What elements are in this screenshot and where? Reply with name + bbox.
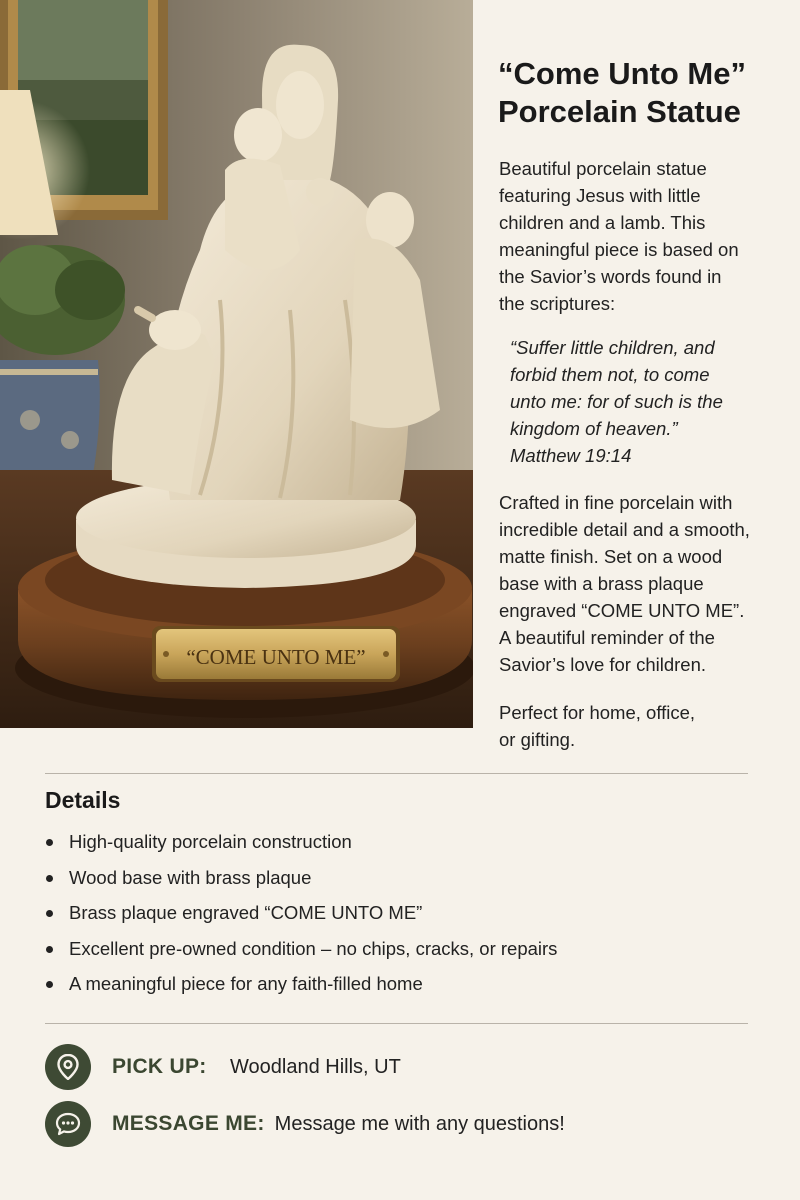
intro-line: the scriptures: xyxy=(499,293,616,314)
details-list xyxy=(45,824,557,1002)
pickup-location: Woodland Hills, UT xyxy=(230,1055,401,1078)
pickup-label: PICK UP: xyxy=(112,1055,207,1078)
intro-line: the Savior’s words found in xyxy=(499,266,722,287)
quote-reference: Matthew 19:14 xyxy=(510,445,632,466)
statue-photo-illustration xyxy=(0,0,473,728)
detail-text: Excellent pre-owned condition – no chips, cracks, or repairs xyxy=(69,937,558,959)
detail-item xyxy=(45,895,557,931)
section-divider xyxy=(45,1023,748,1024)
message-label: MESSAGE ME: xyxy=(112,1112,265,1135)
title-line-2: Porcelain Statue xyxy=(498,94,741,129)
pickup-row xyxy=(45,1044,401,1090)
detail-item xyxy=(45,966,557,1002)
location-pin-icon xyxy=(45,1044,91,1090)
crafted-line: matte finish. Set on a wood xyxy=(499,546,723,567)
message-text: Message me with any questions! xyxy=(274,1112,565,1135)
crafted-paragraph xyxy=(499,489,789,678)
detail-text: Wood base with brass plaque xyxy=(69,866,312,888)
gifting-line: or gifting. xyxy=(499,729,576,750)
details-heading: Details xyxy=(45,787,121,813)
intro-paragraph xyxy=(499,155,769,317)
bullet-icon xyxy=(46,981,53,988)
quote-line: unto me: for of such is the xyxy=(510,391,723,412)
product-photo xyxy=(0,0,473,728)
intro-line: meaningful piece is based on xyxy=(499,239,739,260)
title-line-1: “Come Unto Me” xyxy=(498,56,746,91)
detail-item xyxy=(45,931,557,967)
bullet-icon xyxy=(46,910,53,917)
detail-item xyxy=(45,860,557,896)
detail-text: A meaningful piece for any faith-filled home xyxy=(69,973,423,994)
bullet-icon xyxy=(46,946,53,953)
quote-line: kingdom of heaven.” xyxy=(510,418,678,439)
plaque-text: “COME UNTO ME” xyxy=(186,645,366,669)
intro-line: featuring Jesus with little xyxy=(499,185,701,206)
section-divider xyxy=(45,773,748,774)
gifting-paragraph xyxy=(499,699,729,753)
bullet-icon xyxy=(46,839,53,846)
bullet-icon xyxy=(46,875,53,882)
crafted-line: A beautiful reminder of the xyxy=(499,627,715,648)
detail-text: High-quality porcelain construction xyxy=(69,831,352,852)
quote-line: forbid them not, to come xyxy=(510,364,710,385)
message-row[interactable] xyxy=(45,1101,565,1147)
crafted-line: incredible detail and a smooth, xyxy=(499,519,750,540)
intro-line: Beautiful porcelain statue xyxy=(499,158,707,179)
quote-line: “Suffer little children, and xyxy=(510,337,715,358)
detail-text: Brass plaque engraved “COME UNTO ME” xyxy=(69,902,423,923)
product-title xyxy=(498,55,788,131)
crafted-line: engraved “COME UNTO ME”. xyxy=(499,600,745,621)
intro-line: children and a lamb. This xyxy=(499,212,706,233)
chat-bubble-icon xyxy=(45,1101,91,1147)
scripture-quote xyxy=(510,334,778,469)
gifting-line: Perfect for home, office, xyxy=(499,702,696,723)
crafted-line: base with a brass plaque xyxy=(499,573,704,594)
crafted-line: Crafted in fine porcelain with xyxy=(499,492,733,513)
detail-item xyxy=(45,824,557,860)
crafted-line: Savior’s love for children. xyxy=(499,654,707,675)
